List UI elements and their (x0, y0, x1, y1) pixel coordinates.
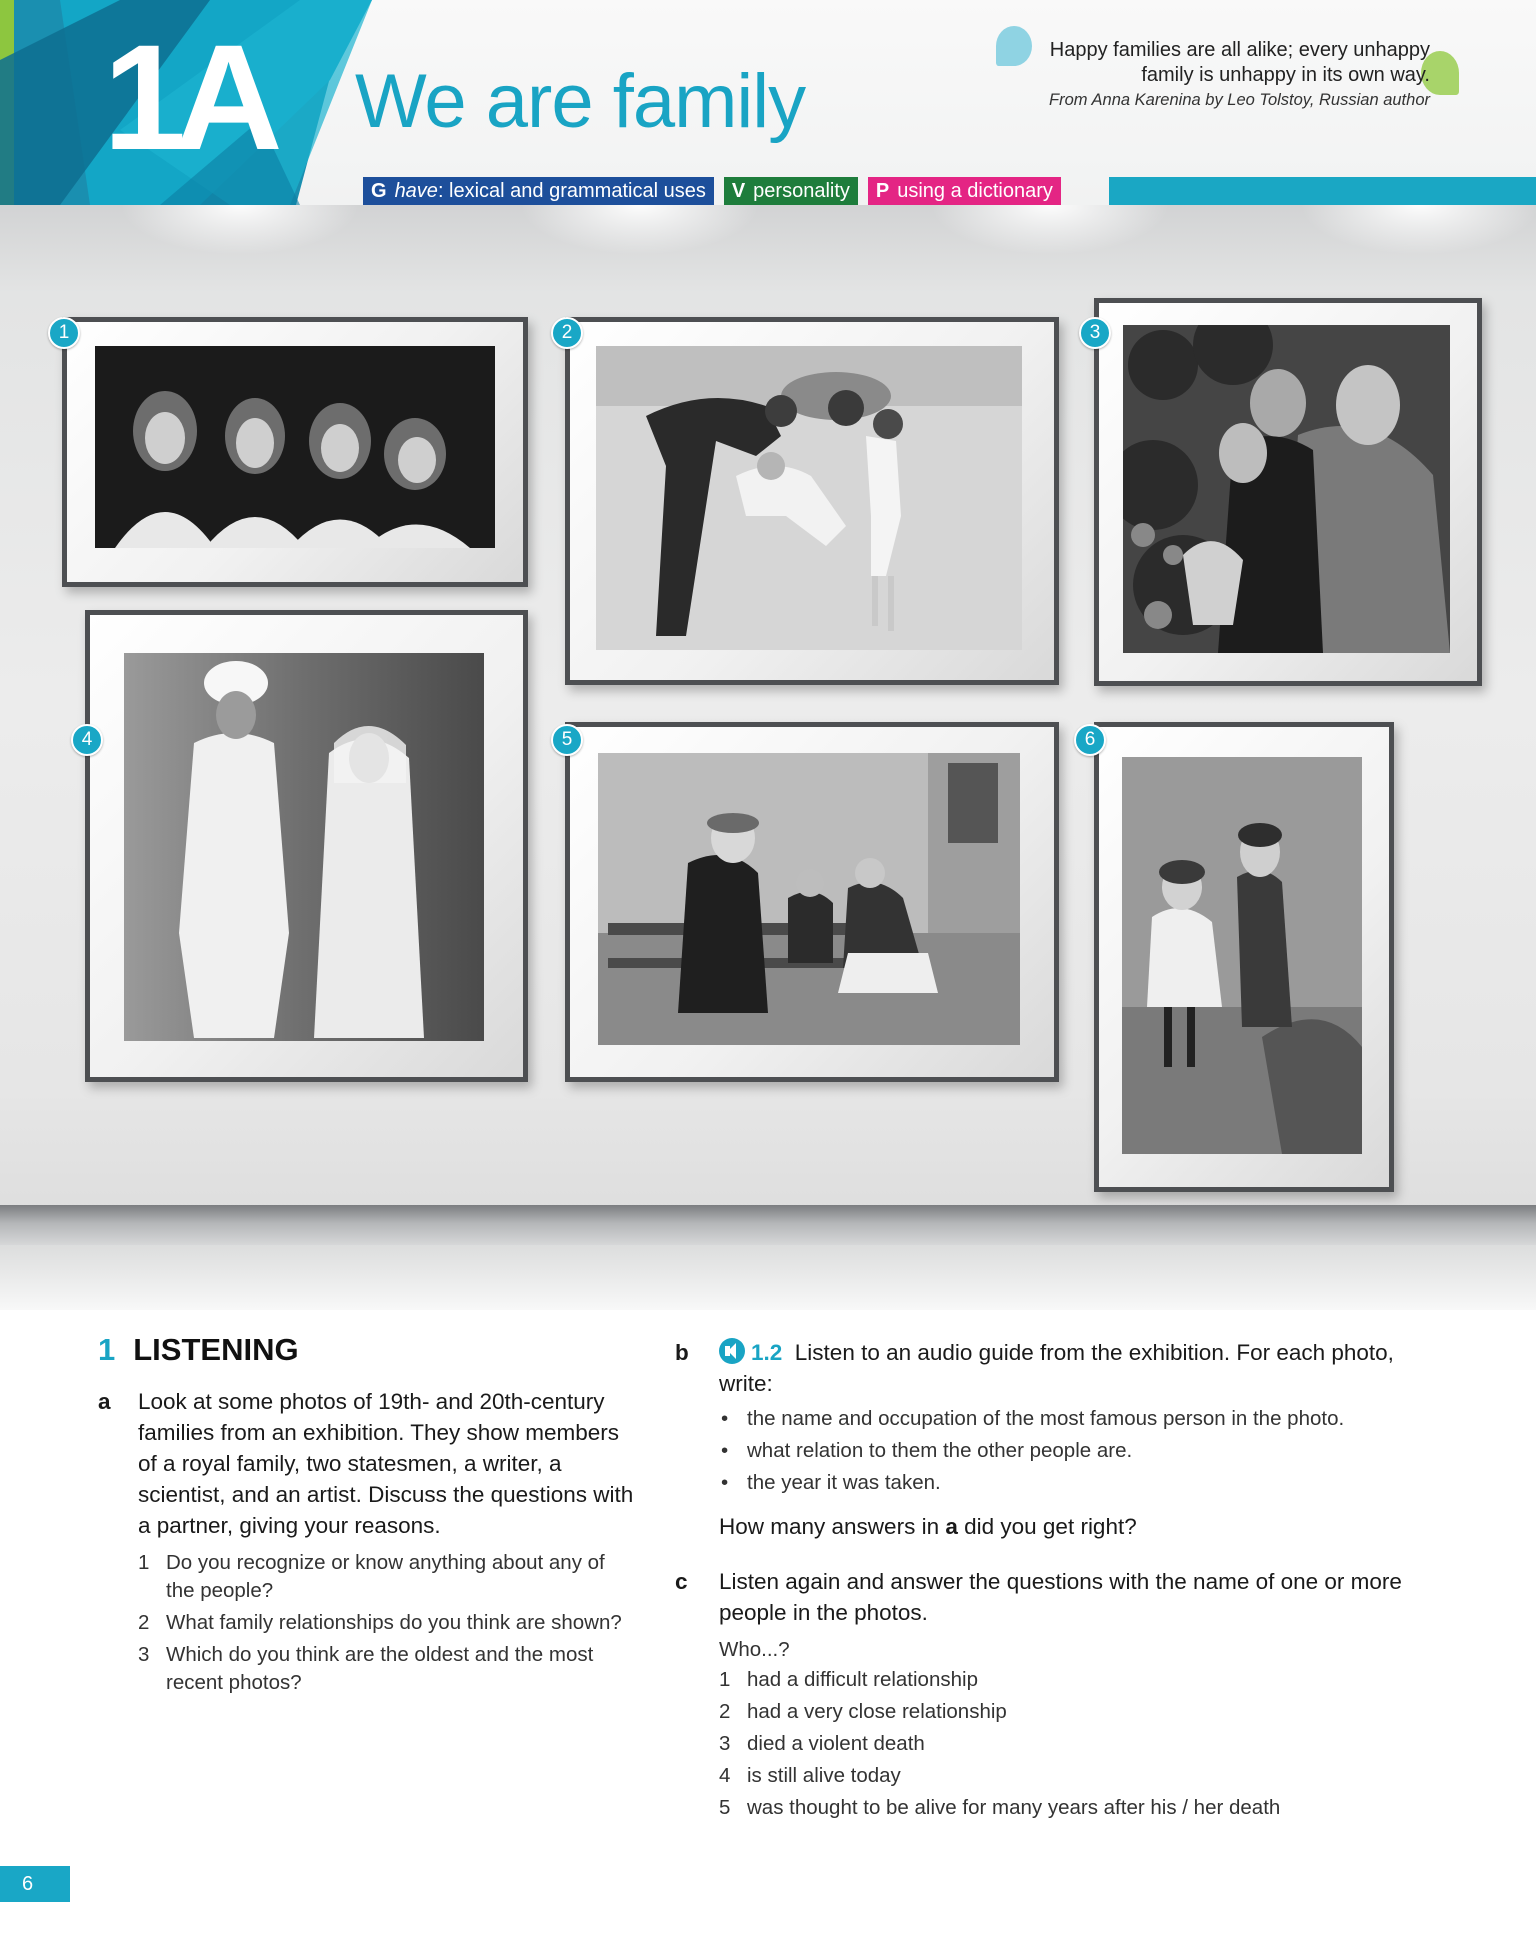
photo-number-badge-1: 1 (48, 317, 80, 349)
photo-number-badge-4: 4 (71, 724, 103, 756)
unit-header (0, 0, 1536, 205)
photo-four-girls (95, 346, 495, 548)
photo-number-badge-3: 3 (1079, 317, 1111, 349)
photo-frame-6[interactable] (1094, 722, 1394, 1192)
list-item: 2 had a very close relationship (719, 1700, 1007, 1723)
gallery-floor (0, 1245, 1536, 1310)
ceiling-light (120, 205, 360, 255)
section-heading (98, 1332, 638, 1368)
photo-mat (570, 727, 1054, 1077)
photo-frame-4[interactable] (85, 610, 528, 1082)
quote-source-work: From Anna Karenina by Leo Tolstoy (1049, 91, 1310, 109)
header-rule (1109, 177, 1536, 205)
photo-mat (570, 322, 1054, 680)
audio-speaker-icon[interactable] (719, 1338, 745, 1364)
list-item: 3 died a violent death (719, 1732, 925, 1755)
photo-old-man-with-children (598, 753, 1020, 1045)
list-item: 1 had a difficult relationship (719, 1668, 978, 1691)
photo-mat (67, 322, 523, 582)
exercise-label-b: b (675, 1340, 689, 1365)
page-number: 6 (0, 1866, 70, 1902)
exercise-a-questions (138, 1549, 638, 1697)
quote-line-1: Happy families are all alike; every unhappy (1049, 39, 1430, 61)
listening-left-column (98, 1332, 638, 1701)
list-item: 3 Which do you think are the oldest and the most recent photos? (138, 1643, 594, 1694)
vocabulary-tag (724, 177, 858, 205)
quote-line-2: family is unhappy in its own way. (1141, 64, 1430, 86)
exercise-b (675, 1337, 1445, 1542)
exercise-b-instruction: 1.2 Listen to an audio guide from the exhibition. For each photo, write: (719, 1340, 1394, 1396)
list-item: • the name and occupation of the most famous person in the photo. (719, 1403, 1445, 1435)
quote-source-author-role: , Russian author (1309, 91, 1430, 109)
exercise-label-c: c (675, 1569, 688, 1594)
photo-frame-5[interactable] (565, 722, 1059, 1082)
wall-baseboard (0, 1205, 1536, 1245)
photo-number-badge-2: 2 (551, 317, 583, 349)
audio-track-number[interactable]: 1.2 (751, 1340, 783, 1365)
ceiling-light (930, 205, 1170, 255)
unit-number: 1A (103, 13, 271, 181)
ceiling-light (520, 205, 760, 255)
unit-focus-tags (363, 177, 1061, 205)
section-title: LISTENING (133, 1332, 299, 1367)
grammar-tag (363, 177, 714, 205)
photo-frame-1[interactable] (62, 317, 528, 587)
list-item: 5 was thought to be alive for many years after his / her death (719, 1796, 1281, 1819)
exercise-c (675, 1566, 1445, 1822)
section-number: 1 (98, 1332, 116, 1367)
exercise-label-a: a (98, 1389, 111, 1414)
grammar-key: G (371, 180, 387, 202)
epigraph-quote (960, 38, 1430, 112)
quote-source (960, 88, 1430, 112)
photo-mat (1099, 303, 1477, 681)
exercise-b-bullets (719, 1403, 1445, 1499)
pronunciation-text: using a dictionary (897, 180, 1053, 202)
photo-frame-3[interactable] (1094, 298, 1482, 686)
list-item: 1 Do you recognize or know anything about any of the people? (138, 1551, 605, 1602)
exercise-c-items (719, 1666, 1445, 1822)
exercise-b-followup: How many answers in a did you get right? (719, 1514, 1137, 1539)
photo-man-with-children (596, 346, 1022, 650)
photo-frame-2[interactable] (565, 317, 1059, 685)
photo-number-badge-5: 5 (551, 724, 583, 756)
photo-exhibition-wall (0, 205, 1536, 1310)
photo-two-children (1122, 757, 1362, 1154)
list-item: 2 What family relationships do you think are shown? (138, 1611, 622, 1634)
unit-title: We are family (355, 59, 806, 144)
photo-mat (90, 615, 523, 1077)
pronunciation-key: P (875, 180, 890, 202)
pronunciation-tag (868, 177, 1061, 205)
list-item: • the year it was taken. (719, 1467, 1445, 1499)
grammar-text: : lexical and grammatical uses (437, 180, 706, 202)
listening-right-column (675, 1337, 1445, 1826)
vocabulary-key: V (731, 180, 746, 202)
vocabulary-text: personality (753, 180, 850, 202)
exercise-c-who: Who...? (719, 1638, 790, 1661)
photo-couple-in-white (124, 653, 484, 1041)
list-item: • what relation to them the other people are. (719, 1435, 1445, 1467)
exercise-a-instruction: Look at some photos of 19th- and 20th-century families from an exhibition. They show members of a royal family, two statesmen, a writer, a scientist, and an artist. Discuss the questions with a partner, giving your reasons. (138, 1389, 634, 1538)
ceiling-light (1300, 205, 1536, 255)
grammar-italic: have (394, 180, 438, 202)
photo-mat (1099, 727, 1389, 1187)
exercise-a (98, 1386, 638, 1697)
photo-number-badge-6: 6 (1074, 724, 1106, 756)
exercise-c-instruction: Listen again and answer the questions with the name of one or more people in the photos. (719, 1569, 1402, 1625)
list-item: 4 is still alive today (719, 1764, 901, 1787)
photo-artist-family (1123, 325, 1450, 653)
